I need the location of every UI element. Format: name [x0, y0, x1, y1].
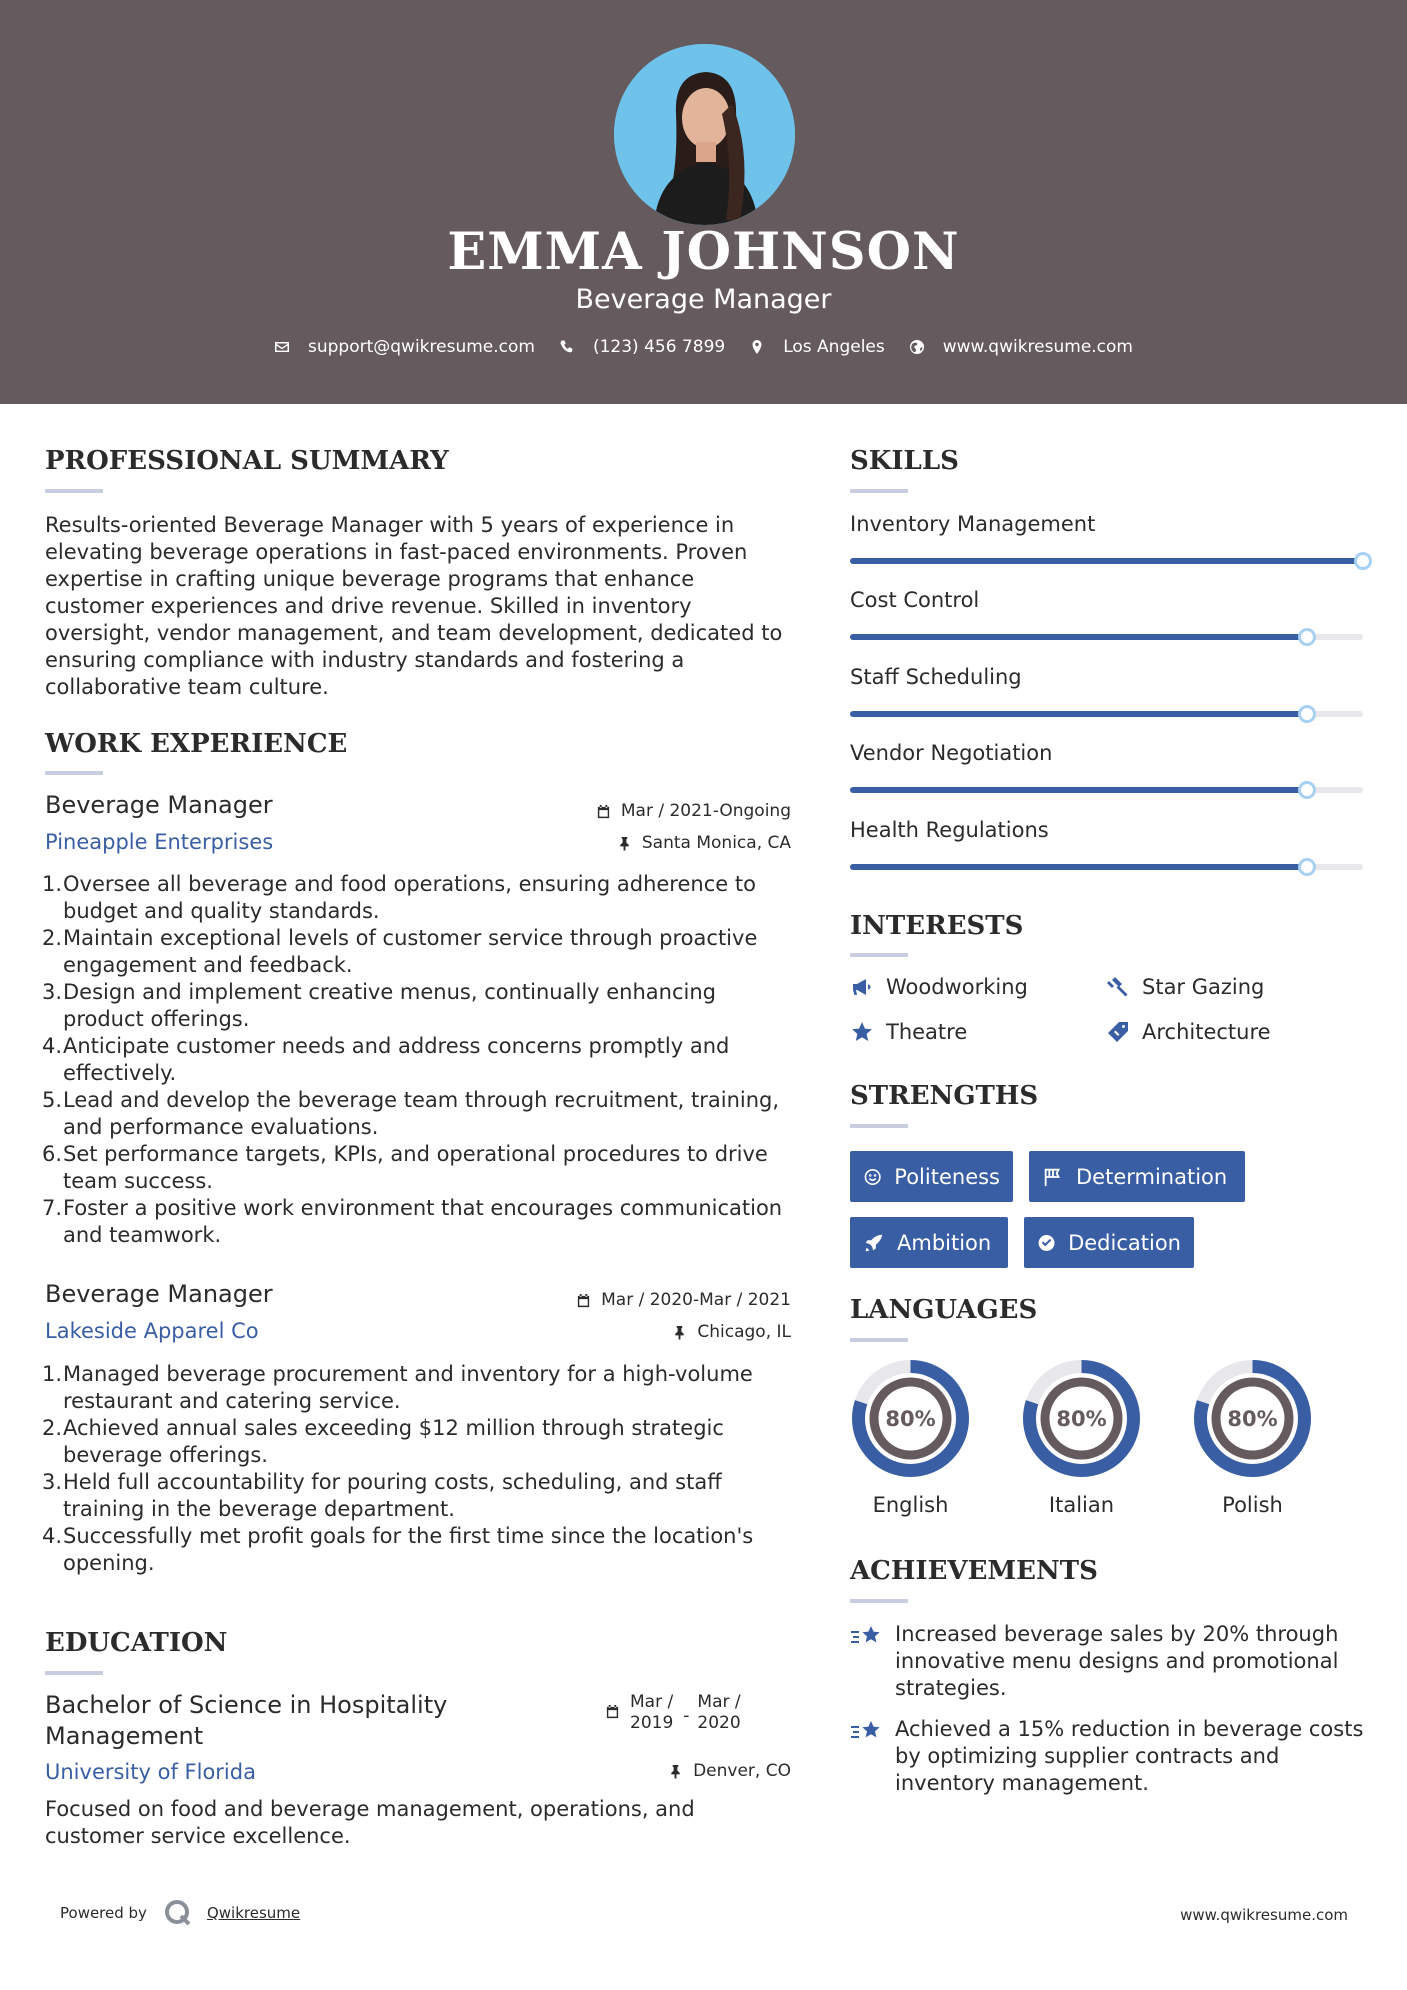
- contact-website[interactable]: [909, 337, 1133, 357]
- flag-icon: [1042, 1166, 1064, 1188]
- interest-item: [1106, 975, 1264, 999]
- strength-badge: [1029, 1151, 1245, 1202]
- education-heading: EDUCATION: [45, 1628, 228, 1658]
- star-icon: [850, 1020, 874, 1044]
- skill-bar-fill: [850, 864, 1307, 870]
- skill-label: Vendor Negotiation: [850, 741, 1053, 765]
- job-dates-text: Mar / 2021-Ongoing: [620, 801, 791, 821]
- footer-powered-by: [60, 1898, 300, 1928]
- education-heading-underline: [45, 1671, 103, 1675]
- location-text: Los Angeles: [783, 337, 885, 357]
- education-end: [697, 1692, 740, 1734]
- skill-bar-fill: [850, 634, 1307, 640]
- degree-title: Bachelor of Science in Hospitality Management: [45, 1691, 448, 1750]
- language-ring: [1192, 1358, 1313, 1479]
- interests-heading: INTERESTS: [850, 911, 1024, 941]
- language-name: Italian: [1048, 1493, 1115, 1517]
- achievements-heading-underline: [850, 1599, 908, 1603]
- interest-label: Woodworking: [886, 975, 1028, 999]
- tag-icon: [1106, 1020, 1130, 1044]
- website-text: www.qwikresume.com: [942, 337, 1133, 357]
- experience-heading: WORK EXPERIENCE: [45, 729, 348, 759]
- list-item: 3. Held full accountability for pouring costs, scheduling, and staff training in the beverage department.: [42, 1470, 722, 1521]
- skill-bar-knob: [1298, 781, 1316, 799]
- achievement-item: [850, 1621, 1370, 1702]
- strength-label: Ambition: [897, 1230, 992, 1255]
- end-year: 2020: [697, 1713, 741, 1733]
- calendar-icon: [596, 804, 611, 819]
- strength-badge: [850, 1217, 1008, 1268]
- language-percent: 80%: [1056, 1407, 1107, 1431]
- candidate-name: EMMA JOHNSON: [447, 222, 960, 282]
- phone-icon: [559, 339, 575, 355]
- contact-bar: [0, 337, 1407, 357]
- interest-item: [1106, 1020, 1271, 1044]
- strength-label: Politeness: [894, 1164, 1000, 1189]
- resume-header: [0, 0, 1407, 404]
- list-item: 2. Maintain exceptional levels of customer service through proactive engagement and feedback.: [42, 926, 758, 977]
- school-name: University of Florida: [45, 1760, 256, 1784]
- job-responsibilities: [42, 871, 795, 1249]
- language-name: Polish: [1222, 1493, 1283, 1517]
- skill-label: Health Regulations: [850, 818, 1049, 842]
- pushpin-icon: [672, 1325, 687, 1340]
- map-pin-icon: [749, 339, 765, 355]
- list-item: 4. Anticipate customer needs and address concerns promptly and effectively.: [42, 1034, 730, 1085]
- achievement-item: [850, 1716, 1370, 1797]
- list-item: 6. Set performance targets, KPIs, and operational procedures to drive team success.: [42, 1142, 768, 1193]
- list-item: 4. Successfully met profit goals for the first time since the location's opening.: [42, 1524, 754, 1575]
- pushpin-icon: [617, 836, 632, 851]
- skill-label: Inventory Management: [850, 512, 1096, 536]
- list-item: 1. Oversee all beverage and food operations, ensuring adherence to budget and quality standards.: [42, 872, 756, 923]
- language-ring: [850, 1358, 971, 1479]
- job-company: Lakeside Apparel Co: [45, 1319, 259, 1343]
- list-item: 1. Managed beverage procurement and inventory for a high-volume restaurant and catering service.: [42, 1362, 753, 1413]
- strength-badge: [1024, 1217, 1194, 1268]
- skill-bar-fill: [850, 711, 1307, 717]
- education-dates: [605, 1692, 741, 1734]
- job-responsibilities: [42, 1361, 795, 1577]
- calendar-icon: [605, 1704, 620, 1719]
- job-title: Beverage Manager: [45, 1280, 273, 1308]
- job-dates-text: Mar / 2020-Mar / 2021: [601, 1290, 791, 1310]
- job-location-text: Chicago, IL: [697, 1322, 791, 1342]
- language-name: English: [872, 1493, 949, 1517]
- languages-heading-underline: [850, 1338, 908, 1342]
- experience-heading-underline: [45, 771, 103, 775]
- summary-heading: PROFESSIONAL SUMMARY: [45, 446, 449, 476]
- strength-label: Determination: [1076, 1164, 1228, 1189]
- rocket-icon: [863, 1232, 885, 1254]
- skill-bar-knob: [1298, 858, 1316, 876]
- job-dates: [596, 801, 791, 821]
- interest-item: [850, 975, 1028, 999]
- skill-bar: [850, 787, 1363, 793]
- skills-heading: SKILLS: [850, 446, 959, 476]
- list-item: 2. Achieved annual sales exceeding $12 million through strategic beverage offerings.: [42, 1416, 724, 1467]
- profile-photo: [614, 44, 795, 225]
- list-item: 5. Lead and develop the beverage team through recruitment, training, and performance evaluations.: [42, 1088, 780, 1139]
- achievement-text: Achieved a 15% reduction in beverage costs by optimizing supplier contracts and inventory management.: [895, 1717, 1364, 1795]
- brand-link[interactable]: Qwikresume: [206, 1904, 301, 1922]
- interest-label: Architecture: [1142, 1020, 1271, 1044]
- language-item: [850, 1358, 971, 1517]
- interest-label: Star Gazing: [1142, 975, 1265, 999]
- skill-bar-knob: [1298, 705, 1316, 723]
- skill-bar: [850, 864, 1363, 870]
- contact-phone[interactable]: [559, 337, 725, 357]
- language-item: [1021, 1358, 1142, 1517]
- skill-bar-knob: [1298, 628, 1316, 646]
- achievement-text: Increased beverage sales by 20% through innovative menu designs and promotional strategies.: [895, 1622, 1339, 1700]
- qwikresume-logo-icon: [163, 1898, 193, 1928]
- job-company: Pineapple Enterprises: [45, 830, 274, 854]
- education-location: [668, 1761, 791, 1781]
- gavel-icon: [1106, 975, 1130, 999]
- skill-bar: [850, 711, 1363, 717]
- contact-location: [749, 337, 885, 357]
- interest-label: Theatre: [886, 1020, 968, 1044]
- job-location-text: Santa Monica, CA: [641, 833, 791, 853]
- skills-heading-underline: [850, 489, 908, 493]
- job-dates: [576, 1290, 791, 1310]
- education-start: [630, 1692, 673, 1734]
- language-item: [1192, 1358, 1313, 1517]
- job-location: [672, 1322, 791, 1342]
- skill-bar: [850, 634, 1363, 640]
- strengths-heading: STRENGTHS: [850, 1081, 1039, 1111]
- education-location-text: Denver, CO: [693, 1761, 791, 1781]
- skill-label: Staff Scheduling: [850, 665, 1022, 689]
- language-ring: [1021, 1358, 1142, 1479]
- strength-badge: [850, 1151, 1013, 1202]
- pushpin-icon: [668, 1764, 683, 1779]
- start-year: 2019: [630, 1713, 674, 1733]
- education-description: Focused on food and beverage management, operations, and customer service excellence.: [45, 1797, 695, 1848]
- summary-heading-underline: [45, 489, 103, 493]
- email-text: support@qwikresume.com: [308, 337, 535, 357]
- calendar-icon: [576, 1293, 591, 1308]
- envelope-icon: [274, 339, 290, 355]
- skill-bar-knob: [1354, 552, 1372, 570]
- footer-website[interactable]: www.qwikresume.com: [1180, 1906, 1348, 1924]
- language-percent: 80%: [885, 1407, 936, 1431]
- start-month: Mar /: [630, 1692, 674, 1712]
- shooting-star-icon: [850, 1718, 884, 1746]
- contact-email[interactable]: [274, 337, 535, 357]
- summary-text: Results-oriented Beverage Manager with 5 years of experience in elevating beverage operations in fast-paced environments. Proven expertise in crafting unique beverage programs that enhance customer experiences and drive revenue. Skilled in inventory oversight, vendor management, and team development, dedicated to ensuring compliance with industry standards and fostering a collaborative team culture.: [45, 513, 783, 699]
- phone-text: (123) 456 7899: [592, 337, 726, 357]
- globe-icon: [909, 339, 925, 355]
- strength-label: Dedication: [1068, 1230, 1181, 1255]
- skill-bar-fill: [850, 558, 1363, 564]
- achievements-heading: ACHIEVEMENTS: [850, 1556, 1098, 1586]
- job-location: [617, 833, 791, 853]
- megaphone-icon: [850, 975, 874, 999]
- end-month: Mar /: [697, 1692, 741, 1712]
- interests-heading-underline: [850, 953, 908, 957]
- candidate-title: Beverage Manager: [575, 284, 832, 315]
- shooting-star-icon: [850, 1623, 884, 1651]
- languages-heading: LANGUAGES: [850, 1295, 1038, 1325]
- smile-icon: [863, 1166, 882, 1188]
- strengths-heading-underline: [850, 1124, 908, 1128]
- skill-label: Cost Control: [850, 588, 980, 612]
- powered-by-text: Powered by: [60, 1904, 147, 1922]
- list-item: 7. Foster a positive work environment that encourages communication and teamwork.: [42, 1196, 783, 1247]
- skill-bar: [850, 558, 1363, 564]
- check-circle-icon: [1037, 1232, 1056, 1254]
- job-title: Beverage Manager: [45, 791, 273, 819]
- list-item: 3. Design and implement creative menus, continually enhancing product offerings.: [42, 980, 716, 1031]
- skill-bar-fill: [850, 787, 1307, 793]
- date-separator: -: [683, 1706, 690, 1726]
- language-percent: 80%: [1227, 1407, 1278, 1431]
- interest-item: [850, 1020, 967, 1044]
